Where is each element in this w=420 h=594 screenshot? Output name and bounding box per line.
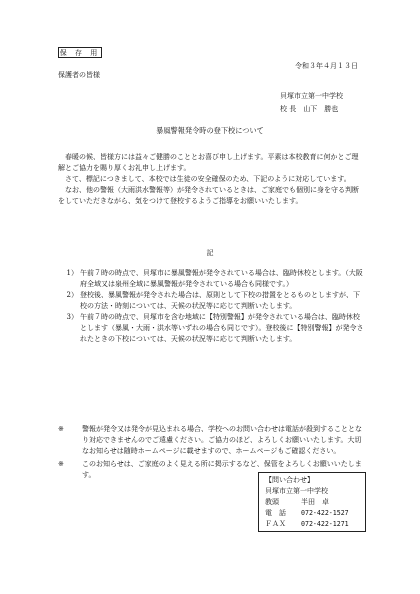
contact-teacher-row bbox=[265, 497, 359, 508]
contact-fax: 072-422-1271 bbox=[301, 520, 349, 528]
sender-block bbox=[280, 90, 343, 116]
contact-phone-label: 電 話 bbox=[265, 509, 286, 517]
item-number: 3） bbox=[66, 313, 78, 321]
note-item bbox=[58, 424, 364, 457]
body-paragraph: さて、標記につきまして、本校では生徒の安全確保のため、下記のように対応しています。 bbox=[65, 175, 351, 183]
keep-copy-box: 保 存 用 bbox=[59, 49, 101, 57]
body-text bbox=[58, 152, 364, 207]
item-text: 午前７時の時点で、貝塚市を含む地域に【特別警報】が発令されている場合は、臨時休校とします（暴風・大雨・洪水等いずれの場合も同じです）。登校後に【特別警報】が発令されたときの下校については、天候の状況等に応じて判断いたします。 bbox=[80, 313, 364, 343]
contact-fax-label: ＦＡＸ bbox=[265, 520, 286, 528]
issue-date: 令和３年４月１３日 bbox=[295, 62, 358, 70]
list-item bbox=[58, 268, 364, 290]
body-paragraph: 春暖の候、皆様方には益々ご健勝のこととお喜び申し上げます。平素は本校教育に何かとご理解とご協力を賜り厚くお礼申し上げます。 bbox=[58, 153, 359, 172]
sender-principal: 校 長 山下 勝也 bbox=[280, 105, 339, 113]
contact-heading: 【問い合わせ】 bbox=[265, 476, 314, 484]
contact-phone-row bbox=[265, 508, 359, 519]
contact-fax-row bbox=[265, 519, 359, 530]
note-mark: ※ bbox=[58, 425, 64, 433]
contact-phone: 072-422-1527 bbox=[301, 509, 349, 517]
item-list bbox=[58, 268, 364, 345]
item-text: 午前７時の時点で、貝塚市に暴風警報が発令されている場合は、臨時休校とします。（大阪府全域又は泉州全域に暴風警報が発令されている場合も同様です。） bbox=[80, 269, 363, 288]
note-text: このお知らせは、ご家庭のよく見える所に掲示するなど、保管をよろしくお願いいたします。 bbox=[82, 460, 362, 479]
ki-heading: 記 bbox=[206, 249, 214, 257]
item-text: 登校後、暴風警報が発令された場合は、原則として下校の措置をとるものとしますが、下校の方法・時刻については、天候の状況等に応じて判断いたします。 bbox=[80, 291, 360, 310]
contact-box bbox=[258, 472, 366, 532]
body-paragraph: なお、他の警報（大雨洪水警報等）が発令されているときは、ご家庭でも個別に身を守る判断をしていただきながら、気をつけて登校するようご指導をお願いいたします。 bbox=[58, 186, 359, 205]
list-item bbox=[58, 312, 364, 345]
item-number: 1） bbox=[66, 269, 78, 277]
sender-school: 貝塚市立第一中学校 bbox=[280, 92, 343, 100]
note-text: 警報が発令又は発令が見込まれる場合、学校へのお問い合わせは電話が殺到することとなり対応できませんのでご遠慮ください。ご協力のほど、よろしくお願いいたします。大切なお知らせは随時ホームページに載せますので、ホームページもご確認ください。 bbox=[82, 425, 362, 455]
note-mark: ※ bbox=[58, 460, 64, 468]
list-item bbox=[58, 290, 364, 312]
contact-school: 貝塚市立第一中学校 bbox=[265, 487, 328, 495]
addressee: 保護者の皆様 bbox=[58, 71, 100, 79]
contact-teacher-name: 半田 卓 bbox=[301, 498, 329, 506]
document-title: 暴風警報発令時の登下校について bbox=[156, 126, 264, 135]
contact-teacher-label: 教頭 bbox=[265, 498, 279, 506]
item-number: 2） bbox=[66, 291, 78, 299]
